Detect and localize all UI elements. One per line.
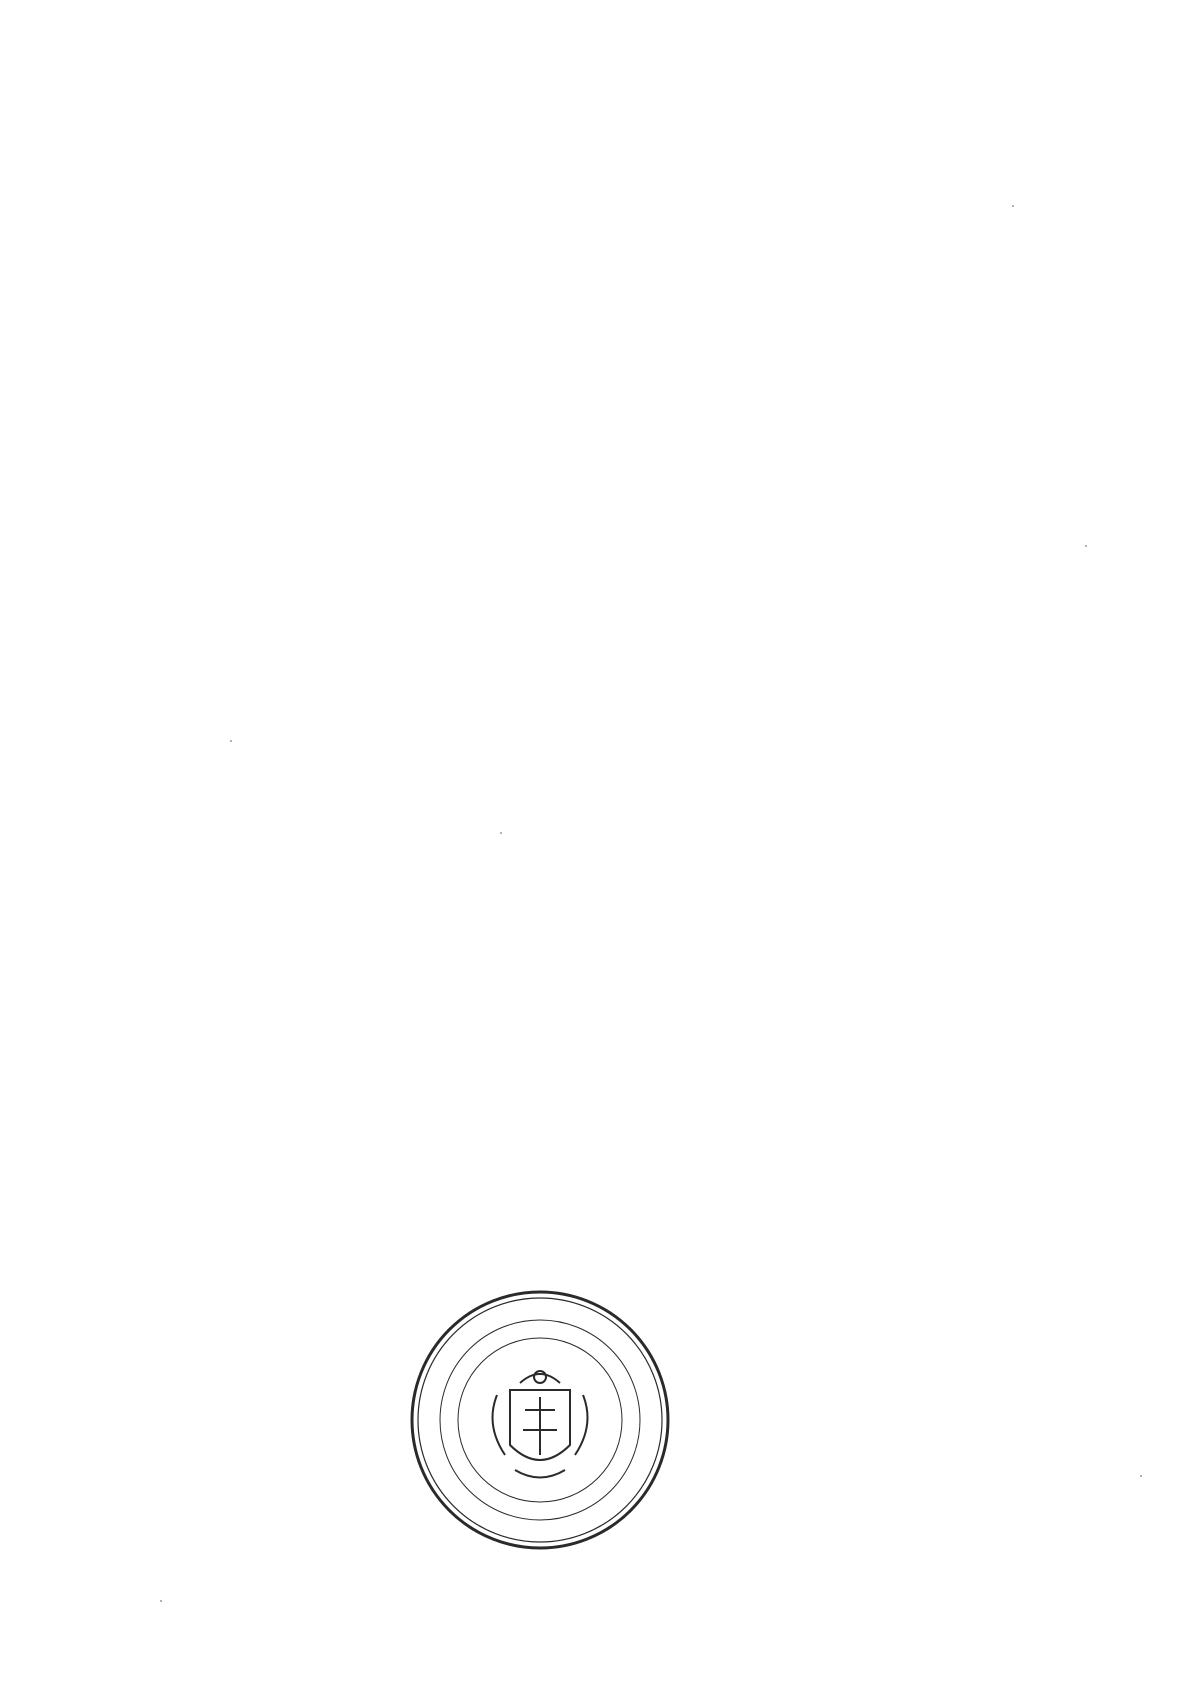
scan-speck — [160, 1600, 162, 1602]
scan-speck — [1012, 205, 1014, 207]
coat-of-arms-icon — [493, 1371, 588, 1478]
scan-speck — [230, 740, 232, 742]
scan-speck — [500, 832, 502, 834]
scan-speck — [1085, 545, 1087, 547]
official-seal — [405, 1285, 675, 1555]
scan-speck — [1140, 1475, 1142, 1477]
